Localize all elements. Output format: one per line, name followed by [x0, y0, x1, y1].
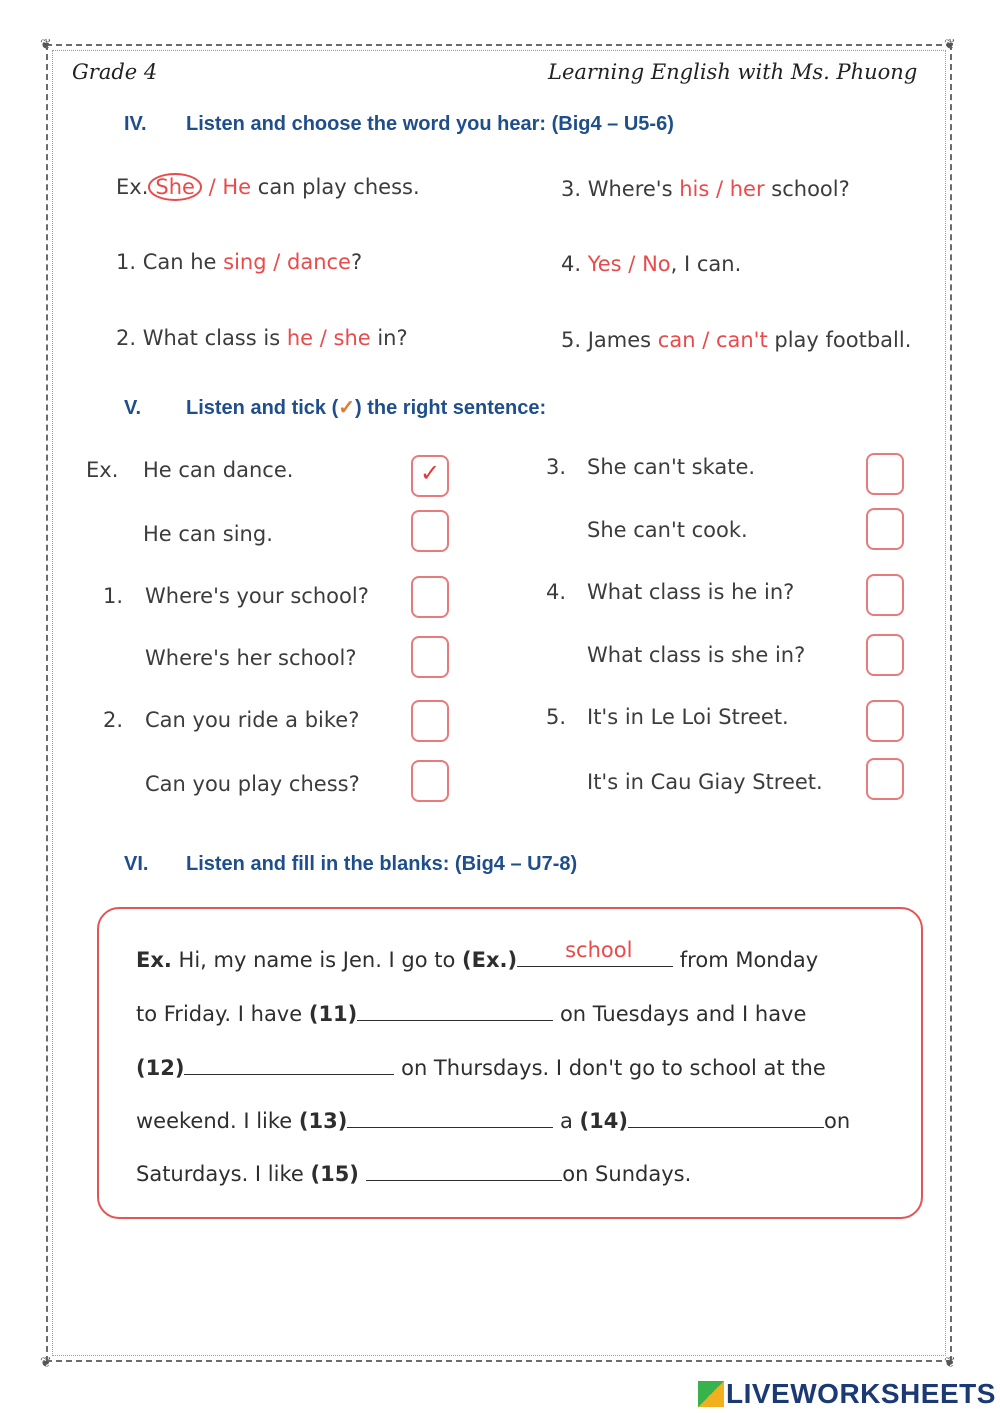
- checkbox[interactable]: [411, 636, 449, 678]
- checkbox[interactable]: [866, 453, 904, 495]
- passage-text: from Monday: [673, 948, 819, 972]
- sentence-b: He can sing.: [143, 522, 273, 546]
- blank-number: (12): [136, 1056, 185, 1080]
- section-title: ) the right sentence:: [355, 397, 547, 419]
- option-separator: /: [266, 250, 287, 274]
- sentence-b: She can't cook.: [587, 518, 748, 542]
- checkbox[interactable]: [866, 634, 904, 676]
- option-1[interactable]: he: [286, 326, 314, 350]
- corner-ornament-icon: ❦: [40, 1355, 52, 1371]
- option-2[interactable]: dance: [287, 250, 351, 274]
- question-4: [561, 252, 741, 276]
- sentence-a: He can dance.: [143, 458, 294, 482]
- question-text: 5. James: [561, 328, 658, 352]
- option-separator: /: [313, 326, 334, 350]
- blank-15-input[interactable]: [366, 1158, 562, 1181]
- tick-item-number: 1.: [103, 584, 124, 608]
- tick-item-number: 2.: [103, 708, 124, 732]
- passage-text: weekend. I like: [136, 1109, 299, 1133]
- section-title: Listen and fill in the blanks: (Big4 – U7-8): [186, 853, 578, 875]
- sentence-a: Where's your school?: [145, 584, 369, 608]
- passage-text: on Tuesdays and I have: [553, 1002, 807, 1026]
- liveworksheets-logo[interactable]: [698, 1378, 996, 1410]
- passage-line-5: [136, 1158, 691, 1186]
- blank-13-input[interactable]: [347, 1105, 553, 1128]
- passage-text: Hi, my name is Jen. I go to: [171, 948, 463, 972]
- question-text: 4.: [561, 252, 588, 276]
- passage-line-4: [136, 1105, 850, 1133]
- blank-example: [517, 938, 673, 967]
- logo-text: LIVEWORKSHEETS: [726, 1378, 996, 1409]
- checkbox[interactable]: [411, 455, 449, 497]
- ex-label: Ex.: [136, 948, 172, 972]
- passage-text: Saturdays. I like: [136, 1162, 311, 1186]
- option-2: He: [222, 175, 252, 199]
- sentence-a: What class is he in?: [587, 580, 795, 604]
- checkbox[interactable]: [411, 510, 449, 552]
- option-2[interactable]: can't: [715, 328, 768, 352]
- blank-number: (Ex.): [462, 948, 518, 972]
- tick-item-number: 5.: [546, 705, 567, 729]
- section-6-heading: [124, 853, 577, 876]
- passage-line-1: [136, 938, 819, 972]
- section-number: V.: [124, 397, 142, 419]
- passage-text: to Friday. I have: [136, 1002, 309, 1026]
- question-text: in?: [370, 326, 408, 350]
- grade-label: Grade 4: [72, 60, 158, 84]
- section-number: IV.: [124, 113, 147, 135]
- question-text: 3. Where's: [561, 177, 680, 201]
- tick-item-number: 4.: [546, 580, 567, 604]
- question-5: [561, 328, 911, 352]
- ex-label: Ex.: [116, 175, 149, 199]
- question-2: [116, 326, 408, 350]
- question-1: [116, 250, 362, 274]
- passage-text: on Thursdays. I don't go to school at the: [394, 1056, 826, 1080]
- sentence-b: It's in Cau Giay Street.: [587, 770, 823, 794]
- checkbox[interactable]: [866, 758, 904, 800]
- blank-12-input[interactable]: [184, 1052, 394, 1075]
- option-2[interactable]: she: [333, 326, 371, 350]
- blank-11-input[interactable]: [357, 998, 553, 1021]
- sentence-b: What class is she in?: [587, 643, 806, 667]
- checkbox[interactable]: [866, 700, 904, 742]
- question-3: [561, 177, 850, 201]
- circled-answer: She: [148, 173, 202, 201]
- section-title: Listen and choose the word you hear: (Big4 – U5-6): [186, 113, 674, 135]
- checkbox[interactable]: [866, 574, 904, 616]
- passage-line-3: [136, 1052, 826, 1080]
- option-2[interactable]: her: [729, 177, 765, 201]
- checkbox[interactable]: [411, 576, 449, 618]
- blank-number: (14): [579, 1109, 628, 1133]
- blank-number: (13): [298, 1109, 348, 1133]
- sentence-a: She can't skate.: [587, 455, 756, 479]
- tick-item-number: 3.: [546, 455, 567, 479]
- option-1[interactable]: can: [657, 328, 696, 352]
- section-title: Listen and tick (: [186, 397, 339, 419]
- sentence-b: Where's her school?: [145, 646, 357, 670]
- question-text: 2. What class is: [116, 326, 287, 350]
- option-separator: /: [621, 252, 643, 276]
- course-title: Learning English with Ms. Phuong: [548, 60, 918, 84]
- corner-ornament-icon: ❦: [40, 37, 52, 53]
- section-4-heading: [124, 113, 674, 136]
- sentence-a: It's in Le Loi Street.: [587, 705, 789, 729]
- option-separator: /: [709, 177, 730, 201]
- question-text: play football.: [767, 328, 912, 352]
- option-separator: /: [695, 328, 716, 352]
- passage-text: a: [553, 1109, 580, 1133]
- checkbox[interactable]: [411, 760, 449, 802]
- checkbox[interactable]: [411, 700, 449, 742]
- question-text: can play chess.: [251, 175, 420, 199]
- option-1[interactable]: his: [679, 177, 710, 201]
- sentence-a: Can you ride a bike?: [145, 708, 360, 732]
- corner-ornament-icon: ❦: [944, 1355, 956, 1371]
- logo-icon: [698, 1381, 724, 1407]
- option-1[interactable]: Yes: [587, 252, 622, 276]
- question-text: 1. Can he: [116, 250, 224, 274]
- corner-ornament-icon: ❦: [944, 37, 956, 53]
- tick-item-number: Ex.: [86, 458, 119, 482]
- section-5-heading: [124, 395, 546, 420]
- question-text: school?: [764, 177, 850, 201]
- passage-text: on: [823, 1109, 851, 1133]
- blank-14-input[interactable]: [628, 1105, 824, 1128]
- example-answer: school: [565, 938, 633, 962]
- question-text: , I can.: [670, 252, 742, 276]
- example-question: [116, 175, 420, 199]
- blank-number: (15): [310, 1162, 367, 1186]
- option-1[interactable]: sing: [223, 250, 267, 274]
- sentence-b: Can you play chess?: [145, 772, 360, 796]
- tick-icon: ✓: [338, 397, 356, 419]
- section-number: VI.: [124, 853, 149, 875]
- question-text: ?: [350, 250, 363, 274]
- option-separator: /: [201, 175, 223, 199]
- blank-number: (11): [308, 1002, 358, 1026]
- passage-line-2: [136, 998, 806, 1026]
- option-2[interactable]: No: [642, 252, 671, 276]
- passage-text: on Sundays.: [562, 1162, 692, 1186]
- checkbox[interactable]: [866, 508, 904, 550]
